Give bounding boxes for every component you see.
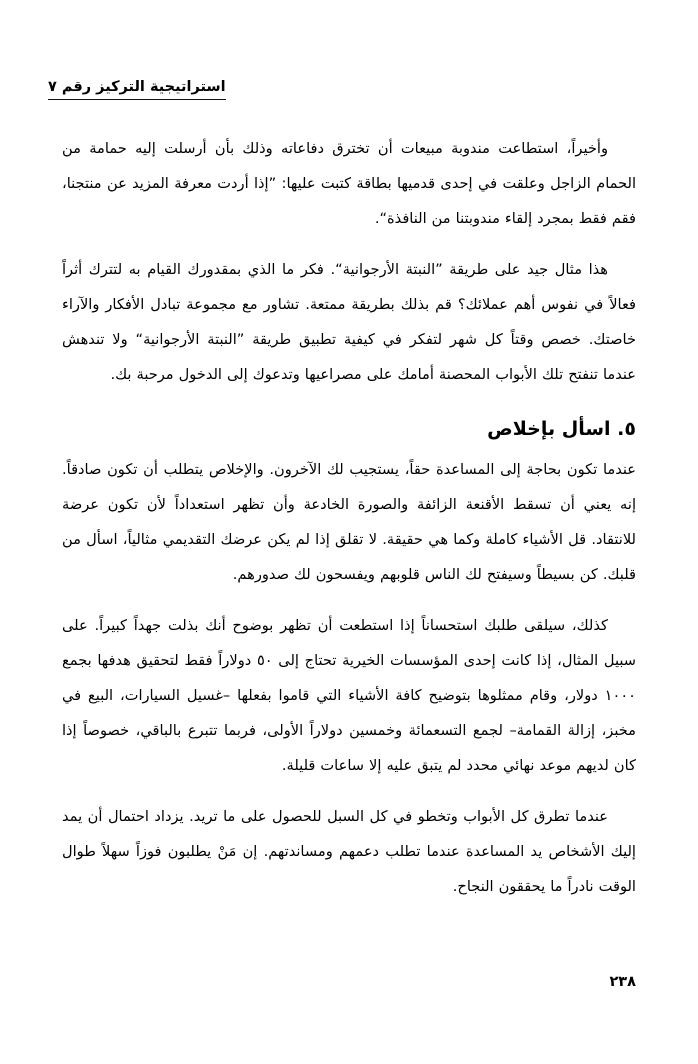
- paragraph-1: وأخيراً، استطاعت مندوبة مبيعات أن تخترق دفاعاته وذلك بأن أرسلت إليه حمامة من الحمام الزاجل وعلقت في إحدى قدميها بطاقة كتبت عليها: ”إذا أردت معرفة المزيد عن منتجنا، فقم فقط بمجرد إلقاء مندوبتنا من النافذة“.: [62, 140, 636, 227]
- running-header-title: استراتيجية التركيز رقم ٧: [48, 79, 226, 100]
- paragraph-3: عندما تكون بحاجة إلى المساعدة حقاً، يستجيب لك الآخرون. والإخلاص يتطلب أن تكون صادقاً. إنه يعني أن تسقط الأقنعة الزائفة والصورة الخادعة وأن تظهر استعداداً لأن تكون عرضة للانتقاد. قل الأشياء كاملة وكما هي حقيقة. لا تقلق إذا لم يكن عرضك التقديمي مثالياً، اسأل من قلبك. كن بسيطاً وسيفتح لك الناس قلوبهم ويفسحون لك صدورهم.: [62, 460, 636, 583]
- running-header: [48, 76, 650, 100]
- section-heading: ٥. اسأل بإخلاص: [487, 418, 636, 440]
- page-content: [62, 131, 636, 920]
- paragraph-5: عندما تطرق كل الأبواب وتخطو في كل السبل للحصول على ما تريد. يزداد احتمال أن يمد إليك الأشخاص يد المساعدة عندما تطلب دعمهم ومساندتهم. إن مَنْ يطلبون فوزاً سهلاً طوال الوقت نادراً ما يحققون النجاح.: [62, 807, 636, 895]
- paragraph-2: هذا مثال جيد على طريقة ”النبتة الأرجوانية“. فكر ما الذي بمقدورك القيام به لتترك أثراً فعالاً في نفوس أهم عملائك؟ قم بذلك بطريقة ممتعة. تشاور مع مجموعة تبادل الأفكار والآراء خاصتك. خصص وقتاً كل شهر لتفكر في كيفية تطبيق طريقة ”النبتة الأرجوانية“ ولا تندهش عندما تنفتح تلك الأبواب المحصنة أمامك على مصراعيها وتدعوك إلى الدخول مرحبة بك.: [62, 261, 636, 383]
- page-number: ٢٣٨: [609, 974, 636, 990]
- paragraph-4: كذلك، سيلقى طلبك استحساناً إذا استطعت أن تظهر بوضوح أنك بذلت جهداً كبيراً. على سبيل المثال، إذا كانت إحدى المؤسسات الخيرية تحتاج إلى ٥٠ دولاراً فقط لتحقيق هدفها بجمع ١٠٠٠ دولار، وقام ممثلوها بتوضيح كافة الأشياء التي قاموا بفعلها –غسيل السيارات، البيع في مخبز، إزالة القمامة– لجمع التسعمائة وخمسين دولاراً الأولى، فربما تتبرع بالباقي، خصوصاً إذا كان لديهم موعد نهائي محدد لم يتبق عليه إلا ساعات قليلة.: [62, 616, 636, 774]
